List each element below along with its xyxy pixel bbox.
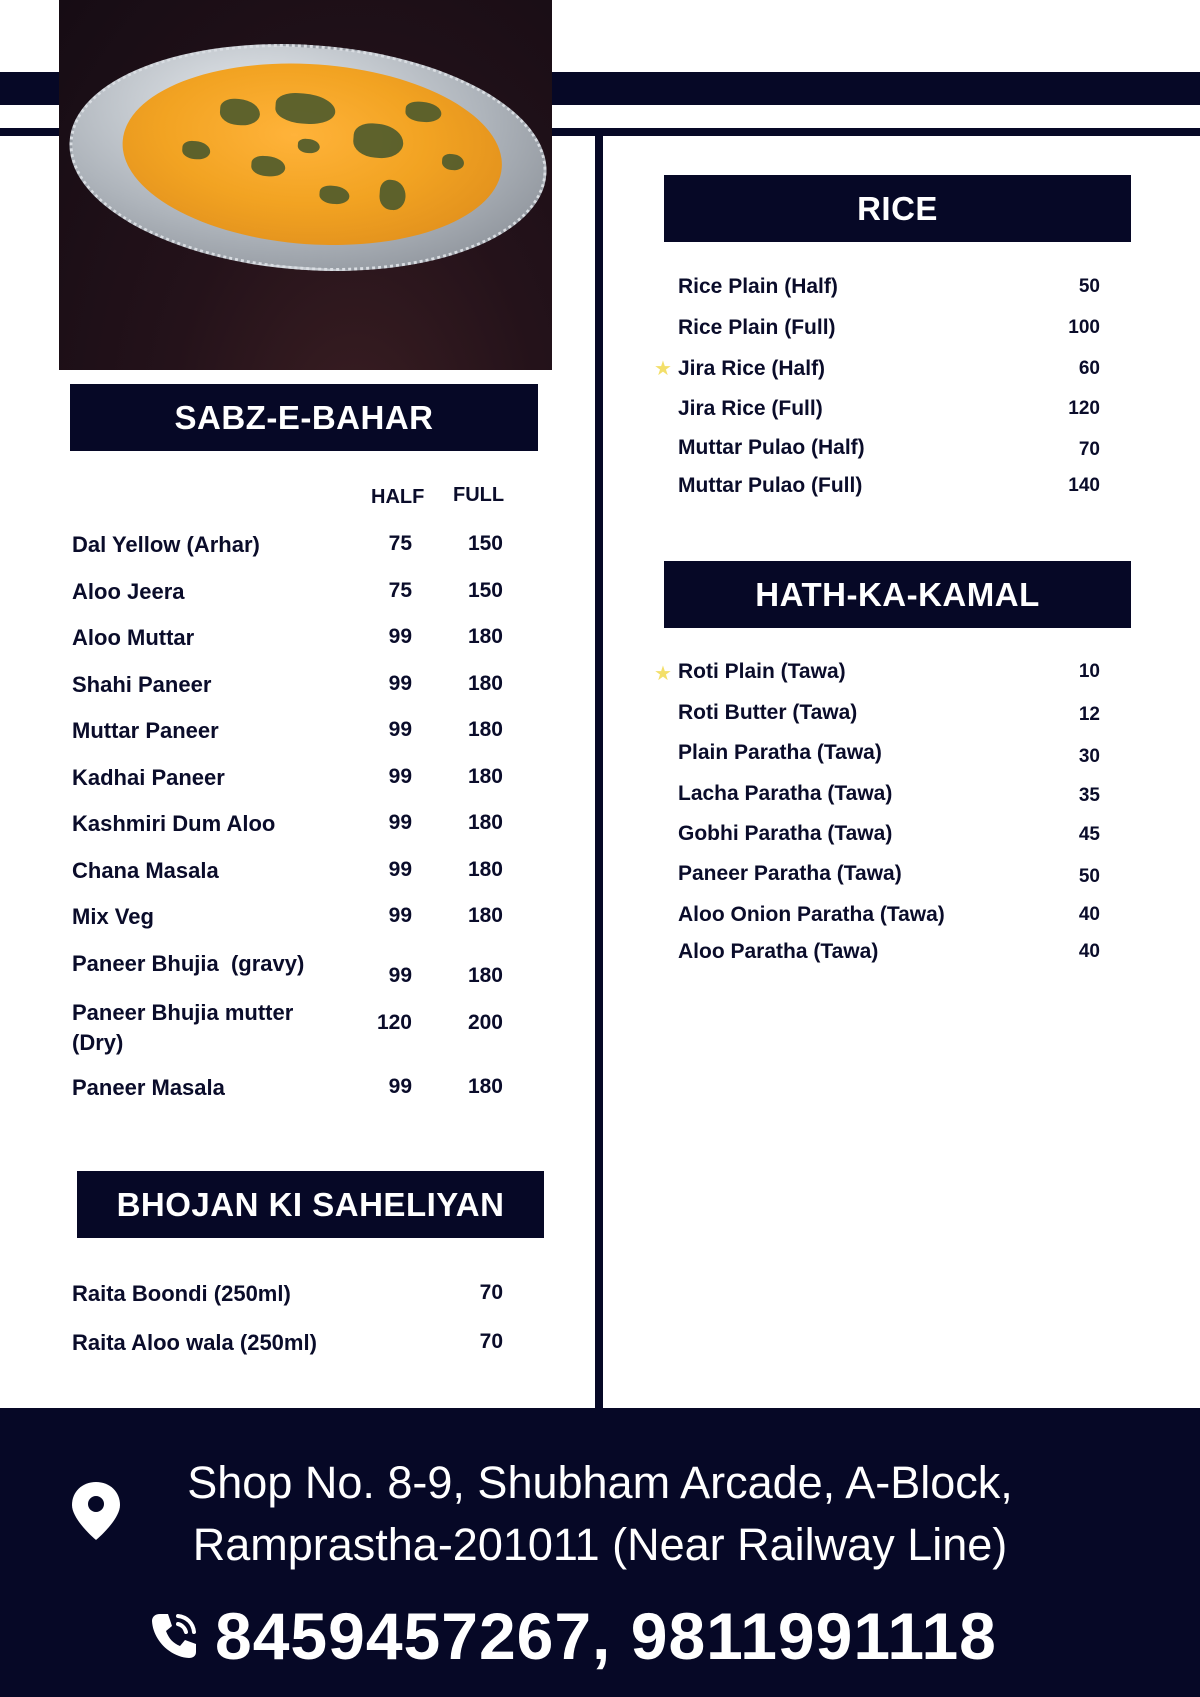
full-price: 180	[467, 672, 503, 695]
plate	[62, 29, 552, 287]
menu-item-name: Jira Rice (Half)	[678, 357, 826, 380]
menu-item-name: Aloo Jeera	[72, 579, 185, 604]
half-price: 99	[388, 904, 412, 927]
item-price: 40	[1078, 941, 1100, 962]
section-header-hath-ka-kamal: HATH-KA-KAMAL	[664, 561, 1131, 628]
menu-item-name: Shahi Paneer	[72, 672, 212, 697]
item-price: 50	[1078, 276, 1100, 297]
section-header-bhojan-ki-saheliyan: BHOJAN KI SAHELIYAN	[77, 1171, 544, 1238]
half-price: 99	[388, 625, 412, 648]
menu-item-name: Jira Rice (Full)	[678, 397, 823, 420]
item-price: 70	[479, 1330, 503, 1353]
full-price: 180	[467, 964, 503, 987]
full-price: 200	[467, 1011, 503, 1034]
menu-item-name: Kadhai Paneer	[72, 765, 225, 790]
menu-item-name: Aloo Onion Paratha (Tawa)	[678, 903, 945, 926]
menu-item-name: Aloo Muttar	[72, 625, 195, 650]
item-price: 140	[1068, 475, 1100, 496]
half-price: 99	[388, 964, 412, 987]
item-price: 45	[1078, 824, 1100, 845]
full-price: 180	[467, 904, 503, 927]
item-price: 35	[1078, 785, 1100, 806]
column-header-full: FULL	[453, 484, 505, 506]
address-line-2: Ramprastha-201011 (Near Railway Line)	[192, 1519, 1008, 1570]
item-price: 100	[1068, 317, 1100, 338]
item-price: 60	[1078, 358, 1100, 379]
phone-call-icon	[148, 1610, 200, 1662]
menu-item-name: Rice Plain (Full)	[678, 316, 836, 339]
full-price: 180	[467, 625, 503, 648]
half-price: 99	[388, 672, 412, 695]
location-pin-icon	[70, 1480, 122, 1542]
item-price: 70	[479, 1281, 503, 1304]
menu-item-name: Roti Butter (Tawa)	[678, 701, 858, 724]
menu-item-name: Paneer Masala	[72, 1075, 225, 1100]
full-price: 180	[467, 1075, 503, 1098]
star-icon: ★	[654, 661, 672, 685]
menu-item-name: Raita Boondi (250ml)	[72, 1281, 291, 1306]
menu-item-name: Kashmiri Dum Aloo	[72, 811, 276, 836]
star-icon: ★	[654, 356, 672, 380]
dal-bowl	[116, 51, 508, 257]
menu-item-name: Mix Veg	[72, 904, 154, 929]
menu-item-name: Paneer Bhujia mutter	[72, 1000, 294, 1025]
menu-item-name: Paneer Paratha (Tawa)	[678, 862, 902, 885]
section-header-rice: RICE	[664, 175, 1131, 242]
full-price: 180	[467, 811, 503, 834]
phone-numbers: 8459457267, 9811991118	[215, 1599, 997, 1673]
menu-item-name: Dal Yellow (Arhar)	[72, 532, 260, 557]
item-price: 70	[1078, 439, 1100, 460]
full-price: 180	[467, 718, 503, 741]
menu-item-name: Chana Masala	[72, 858, 219, 883]
item-price: 40	[1078, 904, 1100, 925]
menu-item-name: Rice Plain (Half)	[678, 275, 838, 298]
half-price: 99	[388, 1075, 412, 1098]
item-price: 50	[1078, 866, 1100, 887]
menu-item-name: Muttar Pulao (Full)	[678, 474, 863, 497]
menu-item-name: Roti Plain (Tawa)	[678, 660, 846, 683]
menu-item-name: Raita Aloo wala (250ml)	[72, 1330, 317, 1355]
menu-item-name-continued: (Dry)	[72, 1030, 124, 1055]
address-line-1: Shop No. 8-9, Shubham Arcade, A-Block,	[187, 1457, 1013, 1508]
dal-photo	[59, 0, 552, 370]
menu-item-name: Lacha Paratha (Tawa)	[678, 782, 893, 805]
half-price: 75	[388, 532, 412, 555]
column-divider	[595, 128, 603, 1410]
menu-item-name: Muttar Paneer	[72, 718, 219, 743]
item-price: 30	[1078, 746, 1100, 767]
half-price: 75	[388, 579, 412, 602]
item-price: 12	[1078, 704, 1100, 725]
item-price: 120	[1068, 398, 1100, 419]
column-header-half: HALF	[371, 486, 425, 508]
half-price: 120	[376, 1011, 412, 1034]
half-price: 99	[388, 765, 412, 788]
half-price: 99	[388, 811, 412, 834]
menu-item-name: Gobhi Paratha (Tawa)	[678, 822, 893, 845]
half-price: 99	[388, 718, 412, 741]
half-price: 99	[388, 858, 412, 881]
menu-item-name: Aloo Paratha (Tawa)	[678, 940, 879, 963]
full-price: 180	[467, 858, 503, 881]
menu-item-name: Plain Paratha (Tawa)	[678, 741, 882, 764]
full-price: 150	[467, 579, 503, 602]
item-price: 10	[1078, 661, 1100, 682]
menu-item-name: Muttar Pulao (Half)	[678, 436, 865, 459]
section-header-sabz-e-bahar: SABZ-E-BAHAR	[70, 384, 538, 451]
full-price: 180	[467, 765, 503, 788]
full-price: 150	[467, 532, 503, 555]
menu-item-name: Paneer Bhujia (gravy)	[72, 951, 305, 976]
